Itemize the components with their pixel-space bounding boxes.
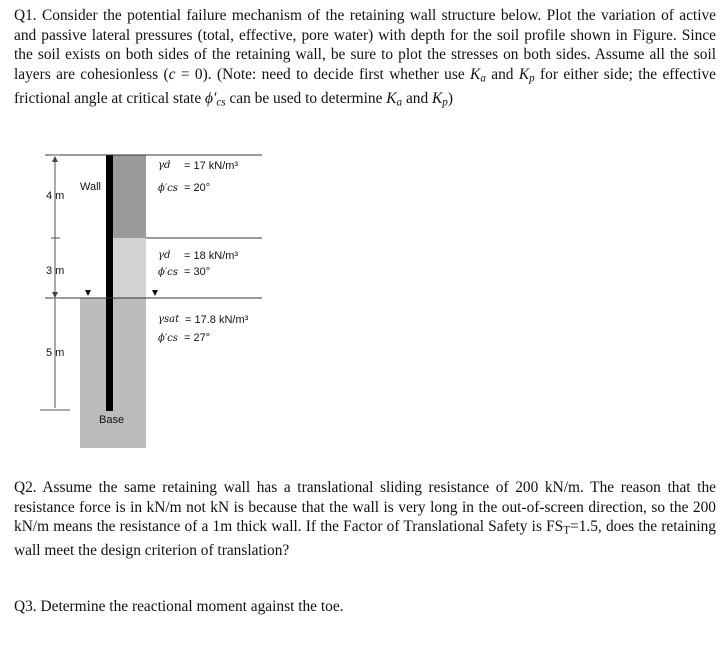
question-1	[14, 6, 716, 113]
soil-layer-2	[111, 238, 146, 298]
question-3	[14, 597, 716, 617]
dim-arrow-top	[52, 156, 58, 162]
q1-ka-subscript: a	[480, 72, 486, 85]
dim-label-3m: 3 m	[46, 265, 65, 277]
q1-kp-subscript: p	[529, 72, 535, 85]
layer-3-phi-value: = 27°	[184, 332, 211, 344]
q1-mid: for either side; the effective frictional angle at critical state	[14, 65, 716, 107]
layer-2-gamma-value: = 18 kN/m³	[184, 250, 239, 262]
question-2	[14, 478, 716, 561]
q2-text-b: =1.5, does the retaining wall meet the design criterion of translation?	[14, 518, 716, 560]
layer-1-phi-symbol: ϕ′cs	[158, 183, 178, 194]
dim-label-5m: 5 m	[46, 347, 65, 359]
wall-label: Wall	[80, 181, 101, 193]
layer-1-gamma-symbol: γd	[158, 160, 171, 171]
q1-and-2: and	[402, 89, 433, 107]
soil-layer-3-right	[111, 298, 146, 411]
q2-fs-subscript: T	[563, 524, 571, 537]
q1-end: )	[447, 89, 453, 107]
layer-3-gamma-symbol: γsat	[158, 314, 180, 325]
q1-c-rest: = 0). (Note: need to decide first whether use	[175, 65, 471, 83]
q1-c-symbol: c	[168, 65, 176, 83]
q1-ka-symbol: K	[470, 65, 481, 83]
q1-phi-symbol: ϕ′	[205, 89, 217, 107]
q1-kp2-symbol: K	[432, 89, 443, 107]
dim-arrow-mid	[52, 292, 58, 298]
wall	[106, 155, 113, 411]
layer-2-gamma-symbol: γd	[158, 250, 171, 261]
q2-text-a: Q2. Assume the same retaining wall has a translational sliding resistance of 200 kN/m. The reason that the resistance force is in kN/m not kN is because that the wall is very long in the out-of-screen direction, so the 200 kN/m means the resistance of a 1m thick wall. If the Factor of Translational Safety is FS	[14, 479, 716, 536]
water-table-marker-right	[152, 290, 158, 296]
base-label: Base	[99, 414, 125, 426]
layer-1-phi-value: = 20°	[184, 182, 211, 194]
layer-2-phi-value: = 30°	[184, 266, 211, 278]
layer-1-gamma-value: = 17 kN/m³	[184, 160, 239, 172]
water-table-marker-left	[85, 290, 91, 296]
retaining-wall-diagram	[0, 150, 728, 450]
q3-text: Q3. Determine the reactional moment against the toe.	[14, 598, 344, 615]
q1-kp2-subscript: p	[442, 96, 448, 109]
dim-label-4m: 4 m	[46, 190, 65, 202]
layer-3-phi-symbol: ϕ′cs	[158, 333, 178, 344]
q1-kp-symbol: K	[518, 65, 530, 83]
q1-lead: Q1. Consider the potential failure mechanism of the retaining wall structure below. Plot the variation of active and passive lateral pressures (total, effective, pore water) with depth for the soil profile shown in Figure. Since the soil exists on both sides of the retaining wall, be sure to plot the stresses on both sides. Assume all the soil layers are cohesionless (	[14, 7, 716, 83]
q1-ka2-subscript: a	[396, 96, 403, 109]
layer-3-gamma-value: = 17.8 kN/m³	[185, 314, 249, 326]
soil-layer-1	[111, 155, 146, 238]
q1-ka2-symbol: K	[386, 89, 397, 107]
q1-mid-2: can be used to determine	[225, 89, 387, 107]
q1-phi-subscript: cs	[216, 96, 226, 109]
q1-and-1: and	[485, 65, 519, 83]
layer-2-phi-symbol: ϕ′cs	[158, 267, 178, 278]
